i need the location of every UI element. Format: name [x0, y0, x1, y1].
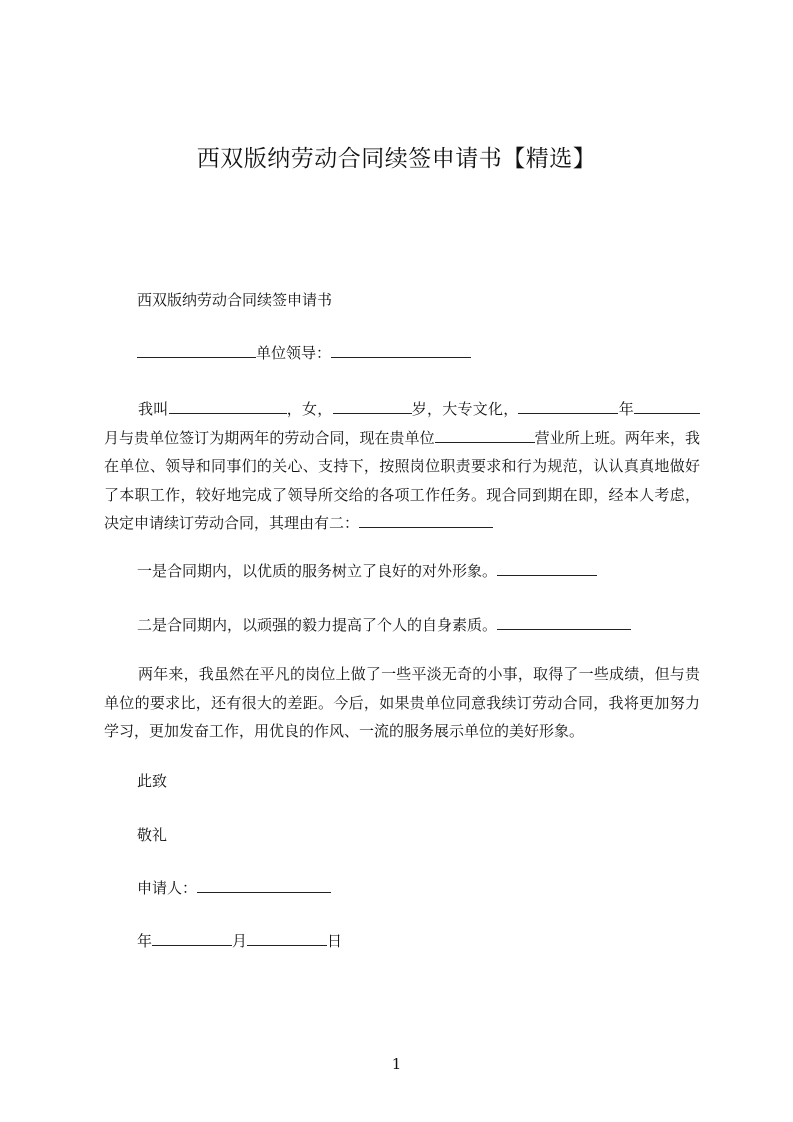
- addressee-label: 单位领导：: [256, 344, 332, 362]
- age-blank: [333, 398, 412, 414]
- intro-paragraph: [104, 395, 700, 538]
- reason-1: [137, 560, 597, 582]
- month-blank: [668, 398, 700, 414]
- intro-text: 我叫: [138, 400, 169, 418]
- salutation-jingli: 敬礼: [137, 826, 168, 844]
- blank-field: [331, 342, 471, 358]
- blank-field: [497, 560, 597, 576]
- closing-paragraph: 两年来，我虽然在平凡的岗位上做了一些平淡无奇的小事，取得了一些成绩，但与贵单位的要求比，还有很大的差距。今后，如果贵单位同意我续订劳动合同，我将更加努力学习，更加发奋工作，用优良的作风、一流的服务展示单位的美好形象。: [104, 665, 700, 740]
- document-title: 西双版纳劳动合同续签申请书【精选】: [196, 146, 597, 172]
- date-day-label: 日: [327, 932, 343, 950]
- intro-text: 年: [618, 400, 634, 418]
- signature-blank: [197, 877, 331, 893]
- date-line: [137, 930, 342, 952]
- date-blank: [247, 930, 327, 946]
- month-blank: [634, 398, 668, 414]
- blank-field: [137, 342, 256, 358]
- year-blank: [518, 398, 618, 414]
- intro-text: 营业所上班。两年来，我在单位、领导和同事们的关心、支持下，按照岗位职责要求和行为规范，认认真真地做好了本职工作，较好地完成了领导所交给的各项工作任务。现合同到期在即，经本人考虑，决定申请续订劳动合同，其理由有二：: [104, 428, 700, 532]
- applicant-label: 申请人：: [137, 879, 198, 897]
- date-blank: [152, 930, 232, 946]
- blank-field: [359, 512, 493, 528]
- addressee-line: [137, 342, 471, 364]
- unit-blank: [435, 427, 535, 443]
- reason-2: [137, 614, 631, 636]
- page-number: 1: [391, 1055, 402, 1073]
- date-month-label: 月: [232, 932, 248, 950]
- date-year-label: 年: [137, 932, 153, 950]
- blank-field: [497, 614, 631, 630]
- reason-1-text: 一是合同期内，以优质的服务树立了良好的对外形象。: [137, 562, 498, 580]
- applicant-line: [137, 877, 331, 899]
- name-blank: [169, 398, 287, 414]
- letter-subtitle: 西双版纳劳动合同续签申请书: [137, 291, 333, 309]
- intro-text: 岁，大专文化，: [411, 400, 519, 418]
- salutation-cizhi: 此致: [137, 772, 168, 790]
- intro-text: 月与贵单位签订为期两年的劳动合同，现在贵单位: [104, 428, 435, 447]
- reason-2-text: 二是合同期内，以顽强的毅力提高了个人的自身素质。: [137, 616, 498, 634]
- intro-text: ，女，: [286, 400, 333, 418]
